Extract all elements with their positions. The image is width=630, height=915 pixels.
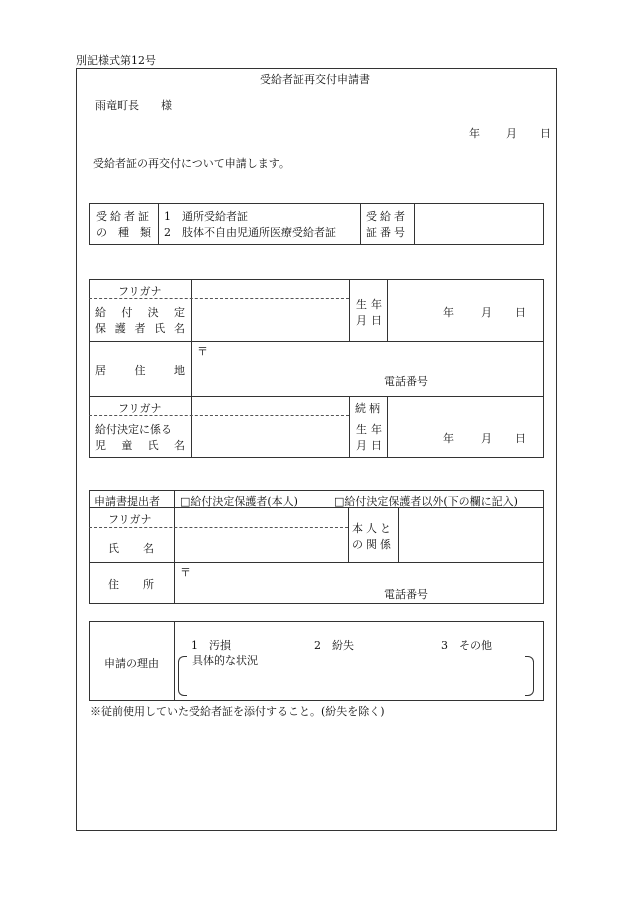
cert-type-label-2: の 種 類 — [96, 226, 151, 239]
submitter-name-label: 氏 名 — [108, 542, 154, 555]
intro-text: 受給者証の再交付について申請します。 — [93, 157, 290, 170]
guardian-address-label: 居 住 地 — [95, 364, 185, 377]
child-furigana-label: フリガナ — [118, 402, 162, 415]
guardian-birth-day: 日 — [515, 306, 526, 319]
submitter-postal-mark: 〒 — [180, 566, 191, 579]
guardian-birth-label-2: 月日 — [356, 314, 386, 327]
child-relation-label: 続柄 — [355, 402, 383, 415]
cert-number-field[interactable] — [416, 205, 542, 243]
form-number: 別記様式第12号 — [76, 54, 156, 67]
submitter-address-field[interactable] — [176, 564, 542, 602]
submitter-furigana-label: フリガナ — [108, 513, 152, 526]
detail-bracket-right — [525, 656, 534, 696]
reason-detail-label: 具体的な状況 — [192, 654, 258, 667]
date-month: 月 — [506, 127, 517, 140]
addressee: 雨竜町長 様 — [95, 99, 172, 112]
submitter-name-field[interactable] — [176, 529, 346, 560]
cert-number-label-1: 受給者 — [366, 210, 408, 223]
submitter-address-label: 住 所 — [108, 578, 154, 591]
guardian-birth-year: 年 — [443, 306, 454, 319]
guardian-postal-mark: 〒 — [197, 345, 208, 358]
footnote: ※従前使用していた受給者証を添付すること。(紛失を除く) — [90, 705, 385, 718]
child-furigana-field[interactable] — [193, 398, 347, 414]
child-birth-month: 月 — [481, 432, 492, 445]
reason-label: 申請の理由 — [104, 657, 159, 670]
guardian-birth-month: 月 — [481, 306, 492, 319]
submitter-furigana-field[interactable] — [176, 509, 346, 526]
submitter-phone-label: 電話番号 — [384, 588, 428, 601]
cert-type-label-1: 受給者証 — [96, 210, 152, 223]
guardian-name-field[interactable] — [193, 300, 347, 339]
cert-number-label-2: 証番号 — [366, 226, 408, 239]
reason-option-3[interactable]: 3 その他 — [441, 639, 492, 652]
child-birth-year: 年 — [443, 432, 454, 445]
reason-detail-field[interactable] — [188, 668, 522, 692]
submitter-relation-label-2: の関係 — [352, 538, 394, 551]
child-birth-label-2: 月日 — [356, 439, 386, 452]
guardian-furigana-label: フリガナ — [118, 285, 162, 298]
child-birth-day: 日 — [515, 432, 526, 445]
cert-type-option-1: 1 通所受給者証 — [164, 210, 248, 223]
child-relation-field[interactable] — [389, 398, 542, 414]
guardian-address-field[interactable] — [193, 343, 542, 394]
reason-option-1[interactable]: 1 汚損 — [191, 639, 231, 652]
child-birth-label-1: 生年 — [356, 423, 386, 436]
submitter-header-label: 申請書提出者 — [94, 495, 160, 508]
guardian-phone-label: 電話番号 — [384, 375, 428, 388]
child-name-label-2: 児 童 氏 名 — [95, 439, 185, 452]
guardian-birth-label-1: 生年 — [356, 298, 386, 311]
guardian-name-label-1: 給 付 決 定 — [95, 306, 185, 319]
submitter-option-other[interactable]: □給付決定保護者以外(下の欄に記入) — [334, 495, 518, 508]
submitter-option-self[interactable]: □給付決定保護者(本人) — [180, 495, 298, 508]
form-title: 受給者証再交付申請書 — [260, 73, 370, 86]
detail-bracket-left — [178, 656, 187, 696]
date-year: 年 — [469, 127, 480, 140]
submitter-relation-label-1: 本人と — [352, 522, 394, 535]
date-day: 日 — [540, 127, 551, 140]
guardian-furigana-field[interactable] — [193, 281, 347, 297]
reason-option-2[interactable]: 2 紛失 — [314, 639, 354, 652]
cert-type-option-2: 2 肢体不自由児通所医療受給者証 — [164, 226, 336, 239]
guardian-name-label-2: 保 護 者 氏 名 — [95, 322, 185, 335]
child-name-field[interactable] — [193, 417, 347, 456]
submitter-relation-field[interactable] — [400, 509, 542, 560]
child-name-label-1: 給付決定に係る — [95, 423, 172, 436]
